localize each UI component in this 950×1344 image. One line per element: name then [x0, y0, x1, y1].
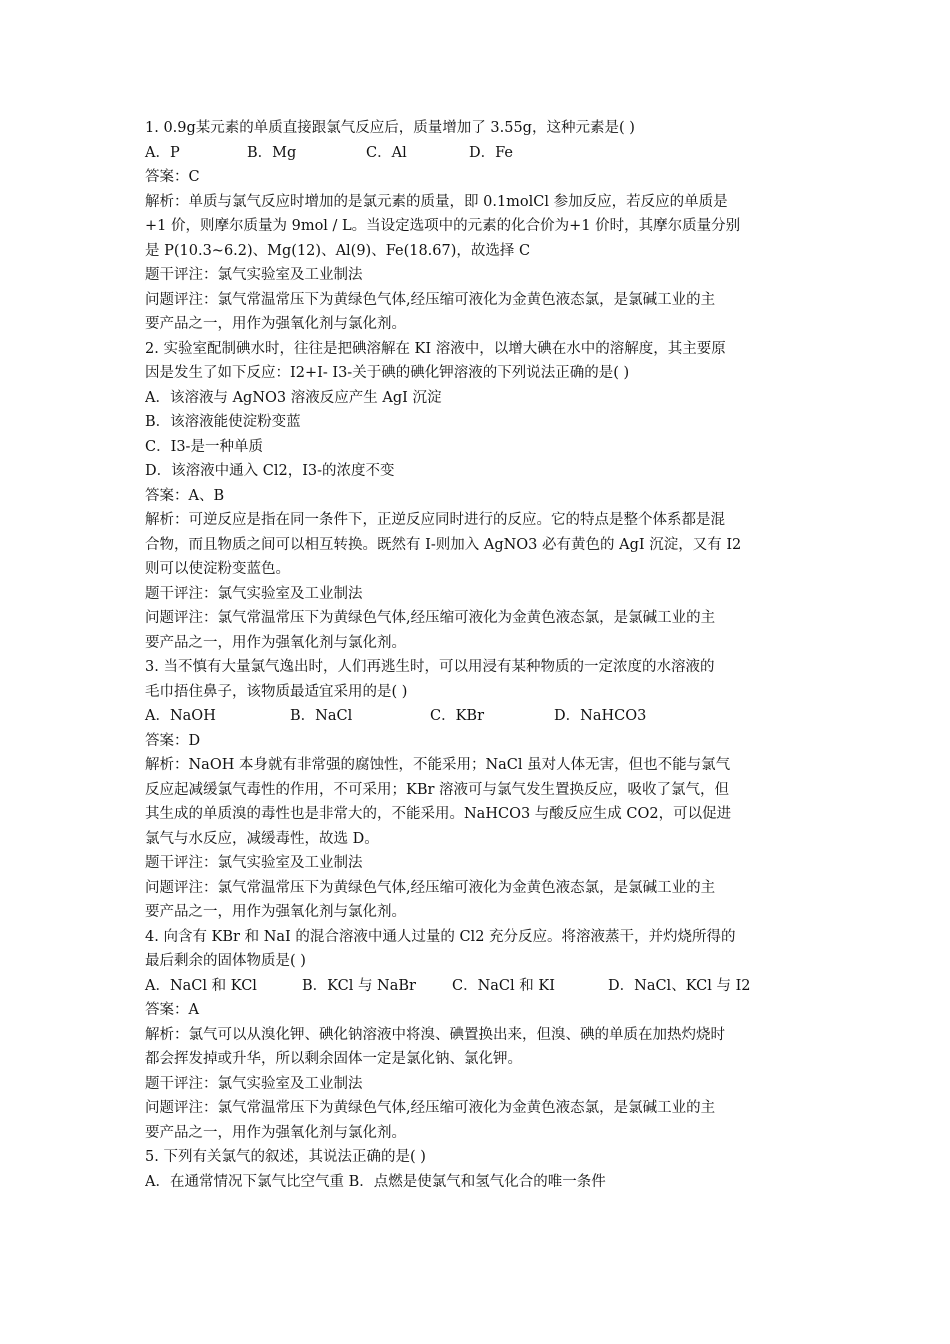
question-1-stem-comment: 题干评注：氯气实验室及工业制法: [145, 267, 363, 283]
question-4-comment-line: 要产品之一，用作为强氧化剂与氯化剂。: [145, 1124, 406, 1141]
option-a: A．P: [145, 144, 180, 161]
option-c: C．Al: [366, 144, 407, 161]
question-4-answer: 答案：A: [145, 1002, 199, 1018]
option-a: A．该溶液与 AgNO3 溶液反应产生 AgI 沉淀: [145, 389, 442, 406]
option-b: B．KCl 与 NaBr: [302, 977, 416, 994]
question-3-analysis-line: 反应起减缓氯气毒性的作用，不可采用；KBr 溶液可与氯气发生置换反应，吸收了氯气，但: [145, 781, 730, 798]
question-1-comment-line: 问题评注：氯气常温常压下为黄绿色气体,经压缩可液化为金黄色液态氯，是氯碱工业的主: [145, 291, 716, 308]
question-4-analysis-line: 解析：氯气可以从溴化钾、碘化钠溶液中将溴、碘置换出来，但溴、碘的单质在加热灼烧时: [145, 1026, 725, 1043]
question-3-analysis-line: 其生成的单质溴的毒性也是非常大的，不能采用。NaHCO3 与酸反应生成 CO2，可以促进: [145, 806, 732, 822]
option-b: B．该溶液能使淀粉变蓝: [145, 414, 301, 430]
option-d: D．NaHCO3: [554, 708, 647, 724]
question-3-analysis-line: 解析：NaOH 本身就有非常强的腐蚀性，不能采用；NaCl 虽对人体无害，但也不能与氯气: [145, 757, 731, 773]
question-3-answer: 答案：D: [145, 732, 201, 749]
question-2-comment-line: 问题评注：氯气常温常压下为黄绿色气体,经压缩可液化为金黄色液态氯，是氯碱工业的主: [145, 610, 716, 626]
question-1-analysis-line: 是 P(10.3~6.2)、Mg(12)、Al(9)、Fe(18.67)，故选择 C: [145, 242, 531, 259]
question-1-analysis-line: 解析：单质与氯气反应时增加的是氯元素的质量，即 0.1molCl 参加反应，若反应的单质是: [145, 193, 728, 210]
option-b: B．Mg: [247, 144, 297, 161]
question-2-comment-line: 要产品之一，用作为强氧化剂与氯化剂。: [145, 634, 406, 651]
question-4-comment-line: 问题评注：氯气常温常压下为黄绿色气体,经压缩可液化为金黄色液态氯，是氯碱工业的主: [145, 1100, 716, 1116]
option-d: D．NaCl、KCl 与 I2: [608, 977, 751, 994]
question-1-options: [145, 141, 810, 166]
option-c: C．I3-是一种单质: [145, 438, 263, 455]
question-1-answer: 答案：C: [145, 169, 200, 185]
question-1-analysis-line: +1 价，则摩尔质量为 9mol / L。当设定选项中的元素的化合价为+1 价时，其摩尔质量分别: [145, 218, 741, 234]
question-4-analysis-line: 都会挥发掉或升华，所以剩余固体一定是氯化钠、氯化钾。: [145, 1051, 522, 1067]
option-c: C．KBr: [430, 708, 485, 724]
question-2-analysis-line: 解析：可逆反应是指在同一条件下，正逆反应同时进行的反应。它的特点是整个体系都是混: [145, 512, 725, 528]
document-page: [145, 116, 810, 1194]
question-2-stem-line: 因是发生了如下反应：I2+I- I3-关于碘的碘化钾溶液的下列说法正确的是( ): [145, 365, 630, 381]
option-b: B．NaCl: [290, 708, 353, 724]
question-2-answer: 答案：A、B: [145, 487, 225, 504]
question-3-comment-line: 问题评注：氯气常温常压下为黄绿色气体,经压缩可液化为金黄色液态氯，是氯碱工业的主: [145, 879, 716, 896]
option-d: D．该溶液中通入 Cl2，I3-的浓度不变: [145, 463, 395, 479]
question-2-analysis-line: 则可以使淀粉变蓝色。: [145, 561, 290, 577]
option-d: D．Fe: [469, 144, 513, 161]
question-4-options: [145, 974, 810, 999]
question-3-options: [145, 704, 810, 729]
question-3-stem-line: 3. 当不慎有大量氯气逸出时，人们再逃生时，可以用浸有某种物质的一定浓度的水溶液的: [145, 659, 715, 675]
option-c: C．NaCl 和 KI: [452, 977, 555, 994]
question-2-stem-comment: 题干评注：氯气实验室及工业制法: [145, 585, 363, 602]
question-3-stem-comment: 题干评注：氯气实验室及工业制法: [145, 855, 363, 871]
question-4-stem-comment: 题干评注：氯气实验室及工业制法: [145, 1075, 363, 1092]
question-3-analysis-line: 氯气与水反应，减缓毒性，故选 D。: [145, 830, 379, 847]
question-4-stem-line: 最后剩余的固体物质是( ): [145, 953, 306, 969]
question-1-comment-line: 要产品之一，用作为强氧化剂与氯化剂。: [145, 316, 406, 332]
option-a: A．NaCl 和 KCl: [145, 977, 257, 994]
question-3-stem-line: 毛巾捂住鼻子，该物质最适宜采用的是( ): [145, 683, 408, 700]
question-4-stem-line: 4. 向含有 KBr 和 NaI 的混合溶液中通人过量的 Cl2 充分反应。将溶液蒸干，并灼烧所得的: [145, 928, 736, 945]
question-2-stem-line: 2. 实验室配制碘水时，往往是把碘溶解在 KI 溶液中，以增大碘在水中的溶解度，其主要原: [145, 340, 726, 357]
option-a: A．NaOH: [145, 708, 216, 724]
question-2-analysis-line: 合物，而且物质之间可以相互转换。既然有 I-则加入 AgNO3 必有黄色的 AgI 沉淀，又有 I2: [145, 536, 742, 553]
question-1-stem: 1. 0.9g某元素的单质直接跟氯气反应后，质量增加了 3.55g，这种元素是( ): [145, 120, 635, 136]
question-5-options-line: A．在通常情况下氯气比空气重 B．点燃是使氯气和氢气化合的唯一条件: [145, 1173, 606, 1190]
question-5-stem: 5. 下列有关氯气的叙述，其说法正确的是( ): [145, 1149, 426, 1165]
question-3-comment-line: 要产品之一，用作为强氧化剂与氯化剂。: [145, 904, 406, 920]
